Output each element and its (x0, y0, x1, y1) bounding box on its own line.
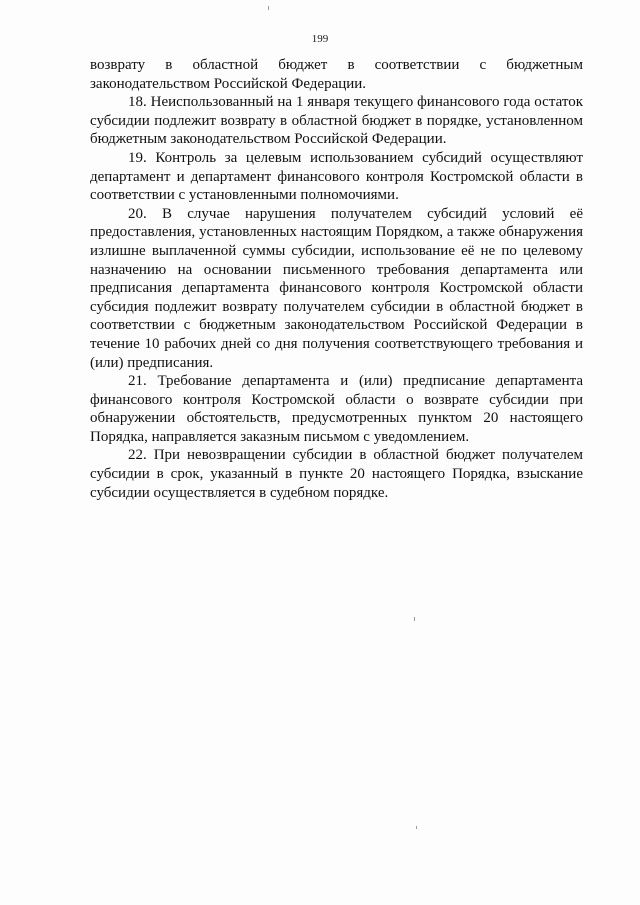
scan-speck (414, 617, 415, 621)
paragraph-item-21: 21. Требование департамента и (или) предписание департамента финансового контроля Костромской области о возврате субсидии при обнаружении обстоятельств, предусмотренных пунктом 20 настоящего Порядка, направляется заказным письмом с уведомлением. (90, 373, 583, 445)
paragraph-continuation: возврату в областной бюджет в соответствии с бюджетным законодательством Российской Федерации. (90, 57, 583, 92)
body-text (90, 56, 583, 502)
paragraph-item-22: 22. При невозвращении субсидии в областной бюджет получателем субсидии в срок, указанный в пункте 20 настоящего Порядка, взыскание субсидии осуществляется в судебном порядке. (90, 447, 583, 501)
scan-speck (416, 826, 417, 829)
paragraph-item-19: 19. Контроль за целевым использованием субсидий осуществляют департамент и департамент финансового контроля Костромской области в соответствии с установленными полномочиями. (90, 149, 583, 204)
paragraph-item-18: 18. Неиспользованный на 1 января текущего финансового года остаток субсидии подлежит возврату в областной бюджет в порядке, установленном бюджетным законодательством Российской Федерации. (90, 94, 583, 148)
page-number: 199 (311, 33, 329, 45)
scan-speck (268, 6, 269, 10)
paragraph-item-20: 20. В случае нарушения получателем субсидий условий её предоставления, установленных настоящим Порядком, а также обнаружения излишне выплаченной суммы субсидии, использование её не по целевому назначению на основании письменного требования департамента или предписания департамента финансового контроля Костромской области субсидия подлежит возврату получателем субсидии в областной бюджет в соответствии с бюджетным законодательством Российской Федерации в течение 10 рабочих дней со дня получения соответствующего требования и (или) предписания. (90, 205, 583, 371)
